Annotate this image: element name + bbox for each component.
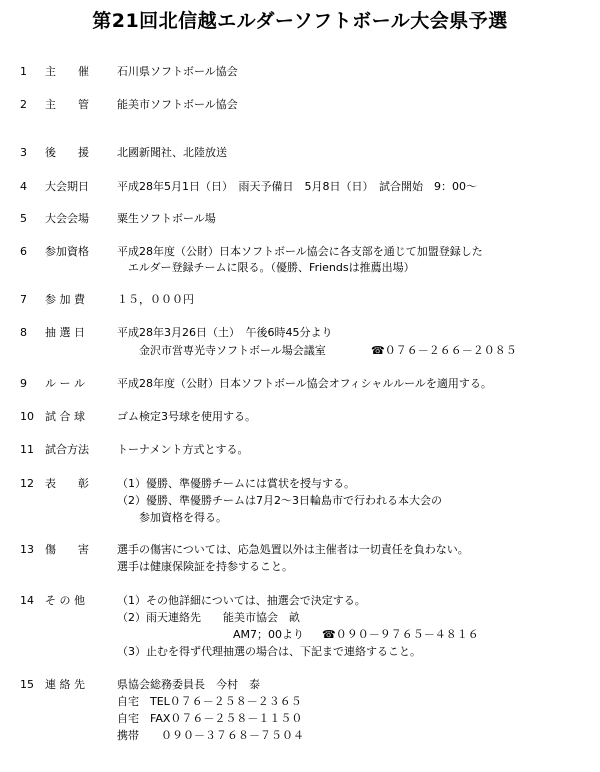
- item-label-other: そ の 他: [45, 594, 85, 607]
- document-title: 第21回北信越エルダーソフトボール大会県予選: [92, 10, 508, 32]
- item-value-awards: （1）優勝、準優勝チームには賞状を授与する。: [117, 477, 355, 490]
- item-value-other: （1）その他詳細については、抽選会で決定する。: [117, 594, 366, 607]
- item-value-venue: 粟生ソフトボール場: [117, 212, 216, 225]
- item-label-format: 試合方法: [45, 443, 89, 456]
- item-number: 8: [20, 326, 27, 339]
- item-number: 9: [20, 377, 27, 390]
- item-value-organizer: 石川県ソフトボール協会: [117, 65, 238, 78]
- item-value-other: （3）止むを得ず代理抽選の場合は、下記まで連絡すること。: [117, 645, 421, 658]
- item-label-awards: 表 彰: [45, 477, 89, 490]
- rain-contact-phone-number: ０９０－９７６５－４８１６: [335, 628, 479, 641]
- item-value-injury: 選手の傷害については、応急処置以外は主催者は一切責任を負わない。: [117, 543, 469, 556]
- item-value-awards: （2）優勝、準優勝チームは7月2～3日輪島市で行われる本大会の: [117, 494, 442, 507]
- draw-phone: [371, 344, 517, 358]
- item-label-injury: 傷 害: [45, 543, 89, 556]
- item-label-contact: 連 絡 先: [45, 678, 85, 691]
- telephone-icon: ☎: [371, 344, 385, 357]
- item-value-format: トーナメント方式とする。: [117, 443, 249, 456]
- draw-phone-number: ０７６－２６６－２０８５: [384, 344, 517, 357]
- item-label-eligibility: 参加資格: [45, 245, 89, 258]
- telephone-icon: ☎: [322, 628, 336, 641]
- item-number: 11: [20, 443, 34, 456]
- item-value-contact: 県協会総務委員長 今村 泰: [117, 678, 260, 691]
- item-value-support: 北國新聞社、北陸放送: [117, 146, 227, 159]
- contact-home-fax: 自宅 FAX０７６－２５８－１１５０: [117, 712, 303, 725]
- item-number: 12: [20, 477, 34, 490]
- item-number: 6: [20, 245, 27, 258]
- item-number: 2: [20, 98, 27, 111]
- item-value-injury: 選手は健康保険証を持参すること。: [117, 560, 293, 573]
- item-number: 7: [20, 293, 27, 306]
- item-label-support: 後 援: [45, 146, 89, 159]
- contact-home-tel: 自宅 TEL０７６－２５８－２３６５: [117, 695, 302, 708]
- item-value-other: （2）雨天連絡先 能美市協会 畝: [117, 611, 300, 624]
- item-label-venue: 大会会場: [45, 212, 89, 225]
- item-number: 3: [20, 146, 27, 159]
- item-value-draw-venue: 金沢市営専光寺ソフトボール場会議室: [117, 344, 326, 357]
- item-label-rules: ル ー ル: [45, 377, 85, 390]
- item-value-fee: １５，０００円: [117, 293, 194, 306]
- item-label-fee: 参 加 費: [45, 293, 85, 306]
- item-value-awards: 参加資格を得る。: [117, 511, 227, 524]
- rain-contact-time: AM7；00より: [233, 628, 305, 641]
- item-value-eligibility: エルダー登録チームに限る。（優勝、Friendsは推薦出場）: [117, 261, 415, 274]
- contact-mobile: 携帯 ０９０－３７６８－７５０４: [117, 729, 304, 742]
- item-value-rules: 平成28年度（公財）日本ソフトボール協会オフィシャルルールを適用する。: [117, 377, 492, 390]
- item-value-dates: 平成28年5月1日（日） 雨天予備日 5月8日（日） 試合開始 9：00～: [117, 180, 477, 193]
- item-label-management: 主 管: [45, 98, 89, 111]
- item-value-ball: ゴム検定3号球を使用する。: [117, 410, 256, 423]
- item-value-management: 能美市ソフトボール協会: [117, 98, 238, 111]
- item-number: 13: [20, 543, 34, 556]
- item-label-ball: 試 合 球: [45, 410, 85, 423]
- item-label-organizer: 主 催: [45, 65, 89, 78]
- item-number: 14: [20, 594, 34, 607]
- item-number: 15: [20, 678, 34, 691]
- rain-contact-phone: [322, 628, 479, 642]
- item-label-draw-date: 抽 選 日: [45, 326, 85, 339]
- item-number: 10: [20, 410, 34, 423]
- item-number: 1: [20, 65, 27, 78]
- item-value-draw-date: 平成28年3月26日（土） 午後6時45分より: [117, 326, 333, 339]
- item-number: 4: [20, 180, 27, 193]
- item-value-eligibility: 平成28年度（公財）日本ソフトボール協会に各支部を通じて加盟登録した: [117, 245, 483, 258]
- item-number: 5: [20, 212, 27, 225]
- item-label-dates: 大会期日: [45, 180, 89, 193]
